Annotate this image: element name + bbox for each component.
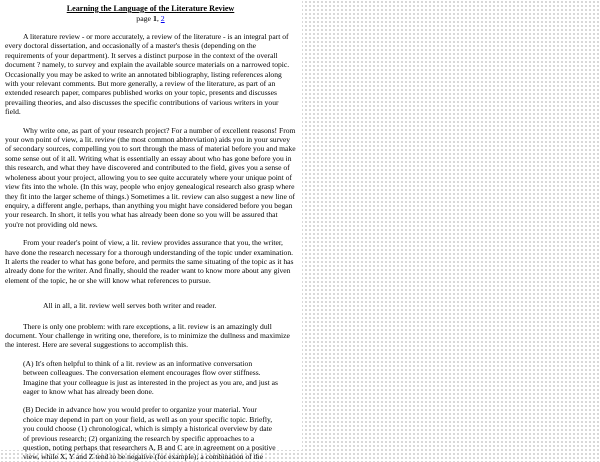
suggestion-b: (B) Decide in advance how you would prefer to organize your material. Your choice may depend in part on your field, as well as on your specific topic. Briefly, you could choose (1) chronological, which is simply a historical overview by date of previous research; (2) organizing the research by specific approaches to a question, noting perhaps that researchers A, B and C are in agreement on a positive view, while X, Y and Z tend to be negative (for example); a combination of the (23, 405, 276, 462)
summary-line: All in all, a lit. review well serves both writer and reader. (43, 301, 217, 311)
next-page-link[interactable]: 2 (160, 14, 165, 23)
suggestion-a: (A) It's often helpful to think of a lit. review as an informative conversation between colleagues. The conversation element encourages flow over stiffness. Imagine that your colleague is just as interested in the project as you are, and just as eager to know what has already been done. (23, 358, 278, 396)
page-separator: , (156, 14, 161, 23)
why-write-paragraph: Why write one, as part of your research project? For a number of excellent reasons! From your own point of view, a lit. review (the most common abbreviation) aids you in your survey of secondary sources, compelling you to sort through the mass of material before you and make some sense out of it all. Writing what is essentially an essay about who has gone before you in this research, and what they have discovered and contributed to the field, gives you a sense of wholeness about your project, allowing you to see quite accurately where your unique point of view fits into the whole. (In this way, people who enjoy genealogical research also grasp where they fit into the larger scheme of things.) Sometimes a lit. review can also suggest a new line of enquiry, a different angle, perhaps, than anything you might have considered before you began your research. In short, it tells you what has already been done so you will be assured that you're not providing old news. (5, 125, 296, 229)
page-label: page (136, 14, 152, 23)
page-navigation (5, 14, 296, 24)
page-title: Learning the Language of the Literature Review (66, 4, 235, 13)
challenge-paragraph: There is only one problem: with rare exceptions, a lit. review is an amazingly dull document. Your challenge in writing one, therefore, is to minimize the dullness and maximize the interest. Here are several suggestions to accomplish this. (5, 321, 290, 350)
intro-paragraph: A literature review - or more accurately, a review of the literature - is an integral part of every doctoral dissertation, and occasionally of a master's thesis (depending on the requirements of your department). It serves a distinct purpose in the context of the overall document ? namely, to survey and explain the available source materials on a narrowed topic. Occasionally you may be asked to write an annotated bibliography, listing references along with your relevant comments. But more generally, a review of the literature, as part of an extended research paper, compares published works on your topic, presents and discusses prevailing theories, and also discusses the specific contributions of various writers in your field. (5, 32, 290, 117)
reader-view-paragraph: From your reader's point of view, a lit. review provides assurance that you, the writer, have done the research necessary for a thorough understanding of the topic under examination. It alerts the reader to what has gone before, and permits the same situating of the topic as it has already done for the writer. And finally, should the reader want to know more about any given element of the topic, he or she will know what references to pursue. (5, 238, 294, 285)
current-page-number: 1 (152, 14, 157, 23)
